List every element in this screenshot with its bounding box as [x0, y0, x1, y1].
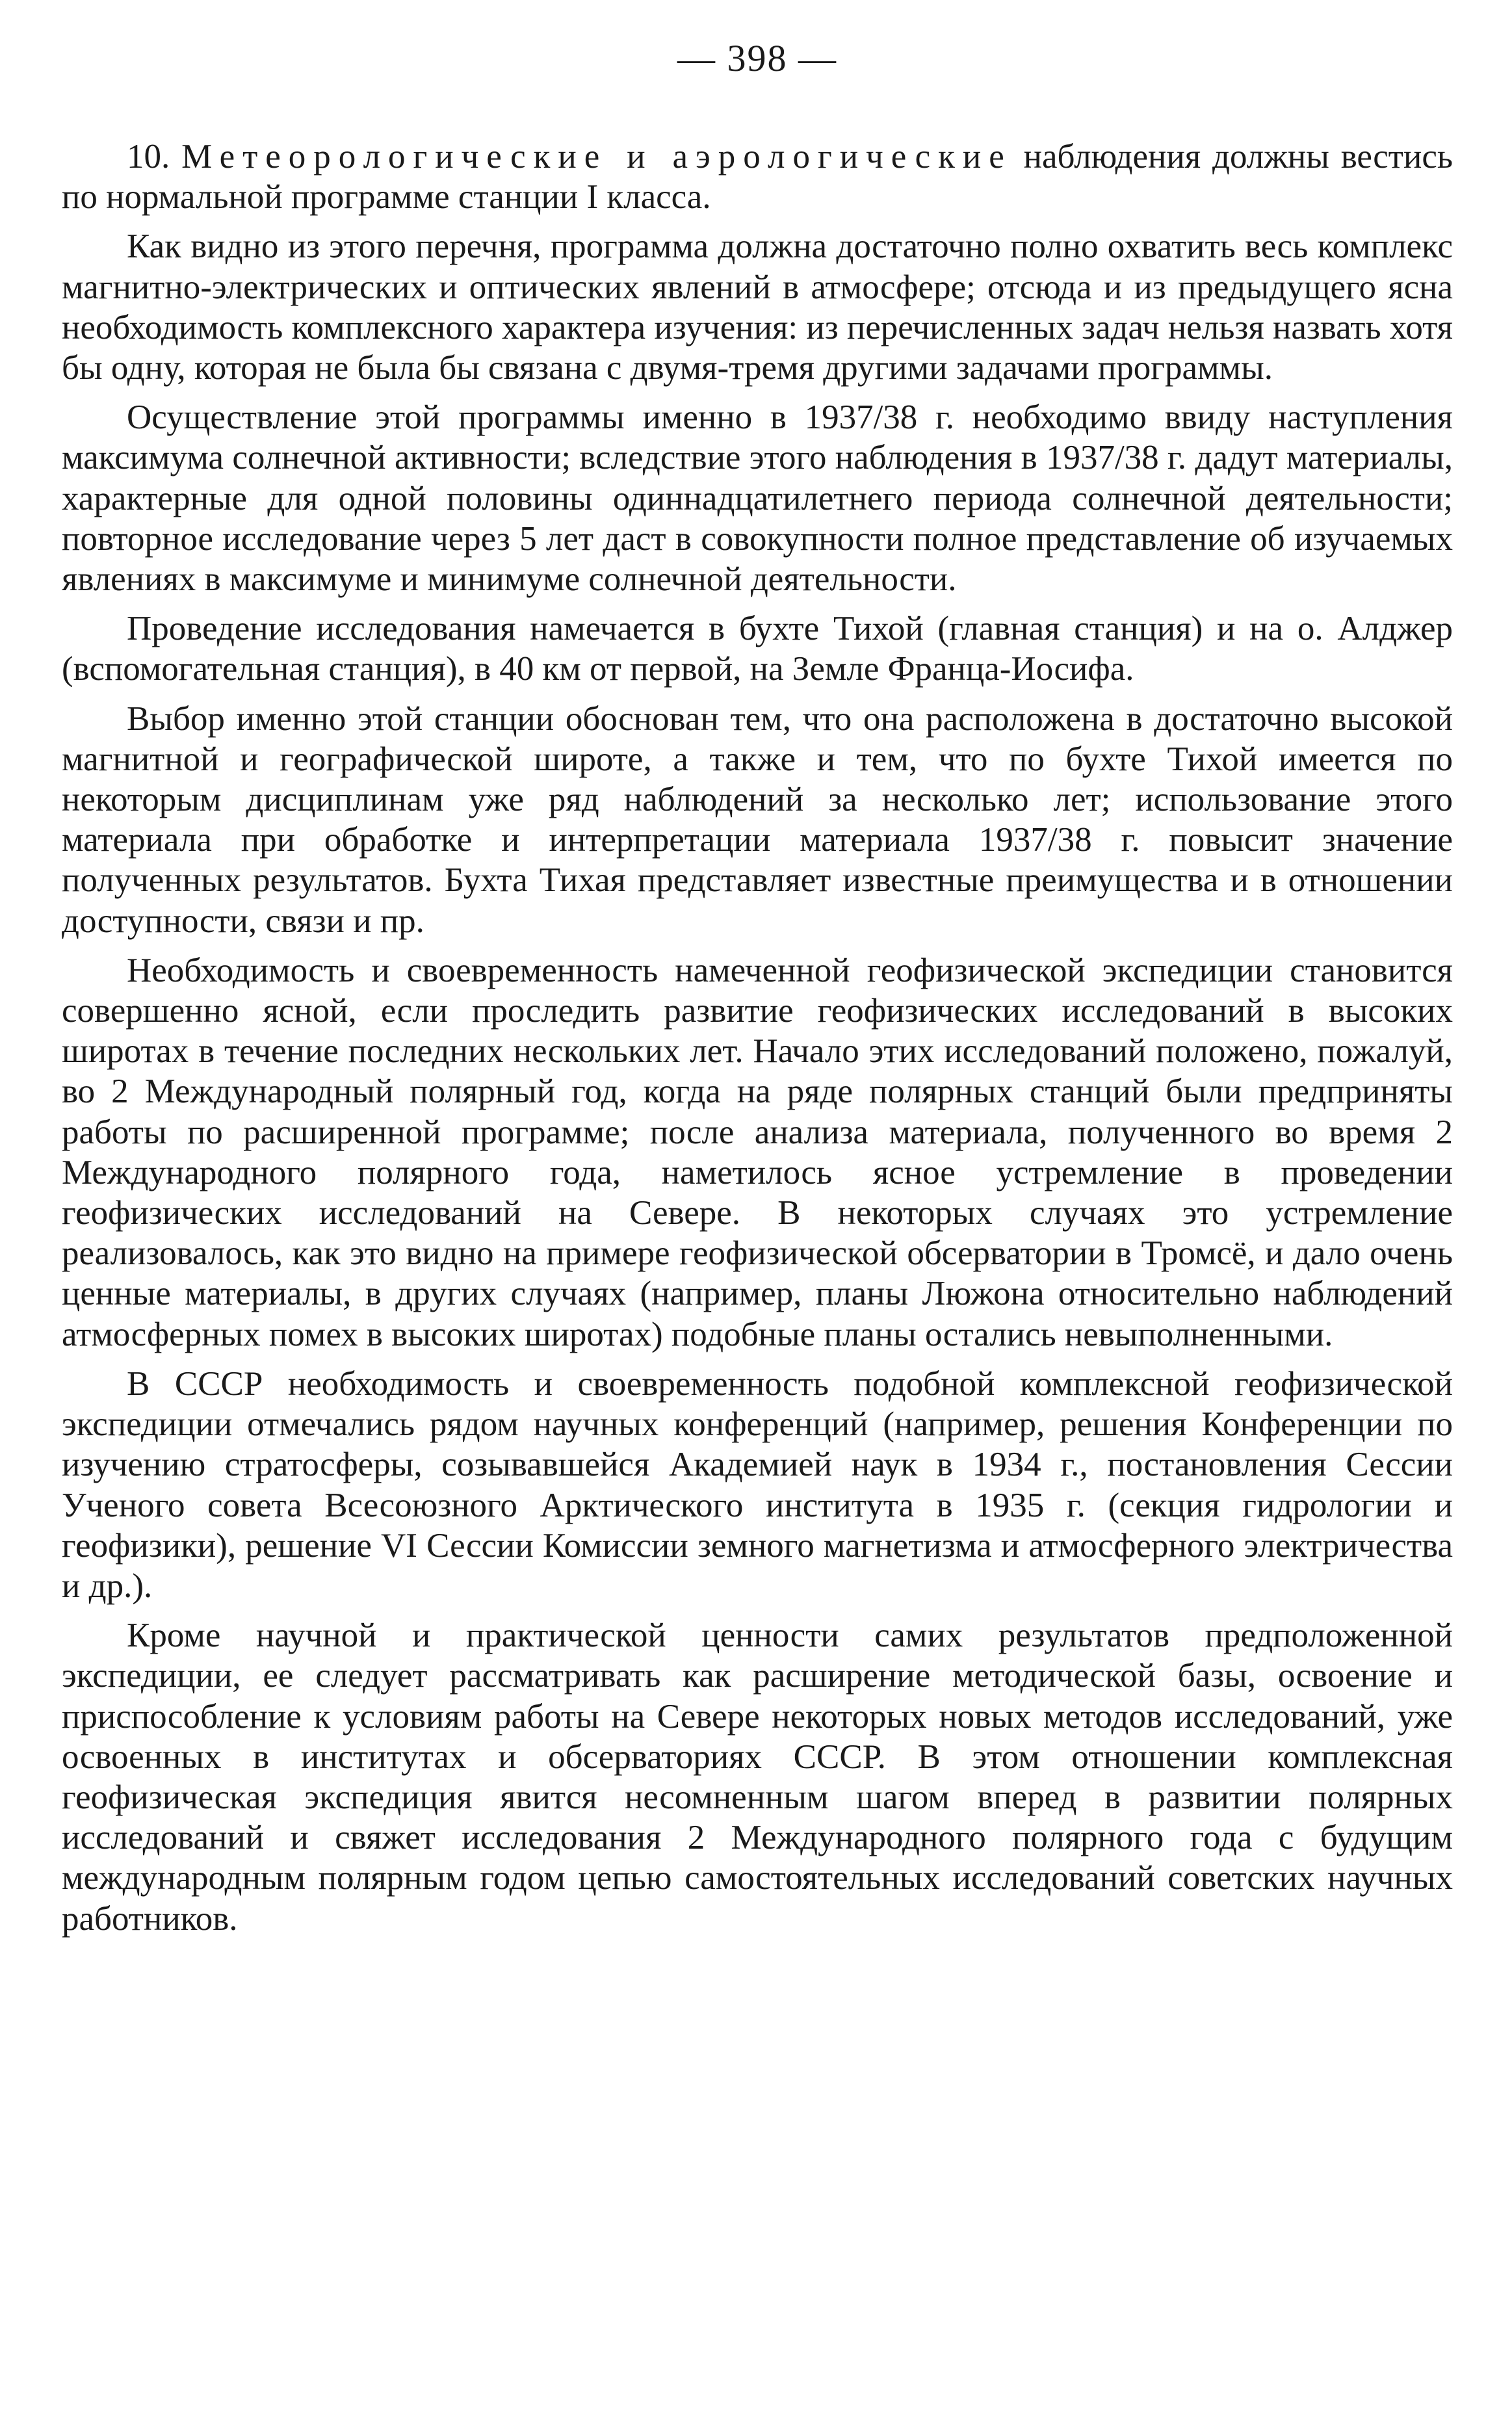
paragraph-1: [62, 137, 1453, 217]
paragraph-6: Необходимость и своевременность намеченной геофизической экспедиции становится совершенно ясной, если проследить развитие геофизических исследований в высоких широтах в течение последних нескольких лет. Начало этих исследований положено, пожалуй, во 2 Международный полярный год, когда на ряде полярных станций были предприняты работы по расширенной программе; после анализа материала, полученного во время 2 Международного полярного года, наметилось ясное устремление в проведении геофизических исследований на Севере. В некоторых случаях это устремление реализовалось, как это видно на примере геофизической обсерватории в Тромсё, и дало очень ценные материалы, в других случаях (например, планы Люжона относительно наблюдений атмосферных помех в высоких широтах) подобные планы остались невыполненными.: [62, 951, 1453, 1353]
spaced-phrase: Метеорологические и аэрологические: [181, 138, 1012, 176]
document-page: [62, 26, 1453, 1948]
paragraph-1-text: наблюдения должны вестись по нормальной программе станции I класса.: [62, 138, 1453, 216]
paragraph-7: В СССР необходимость и своевременность подобной комплексной геофизической экспедиции отмечались рядом научных конференций (например, решения Конференции по изучению стратосферы, созывавшейся Академией наук в 1934 г., постановления Сессии Ученого совета Всесоюзного Арктического института в 1935 г. (секция гидрологии и геофизики), решение VI Сессии Комиссии земного магнетизма и атмосферного электричества и др.).: [62, 1364, 1453, 1605]
page-number: — 398 —: [677, 37, 837, 79]
paragraph-5: Выбор именно этой станции обоснован тем, что она расположена в достаточно высокой магнитной и географической широте, а также и тем, что по бухте Тихой имеется по некоторым дисциплинам уже ряд наблюдений за несколько лет; использование этого материала при обработке и интерпретации материала 1937/38 г. повысит значение полученных результатов. Бухта Тихая представляет известные преимущества и в отношении доступности, связи и пр.: [62, 699, 1453, 940]
item-number: 10.: [127, 138, 170, 176]
paragraph-2: Как видно из этого перечня, программа должна достаточно полно охватить весь комплекс магнитно-электрических и оптических явлений в атмосфере; отсюда и из предыдущего ясна необходимость комплексного характера изучения: из перечисленных задач нельзя назвать хотя бы одну, которая не была бы связана с двумя-тремя другими задачами программы.: [62, 228, 1453, 387]
paragraph-8: Кроме научной и практической ценности самих результатов предположенной экспедиции, ее следует рассматривать как расширение методической базы, освоение и приспособление к условиям работы на Севере некоторых новых методов исследований, уже освоенных в институтах и обсерваториях СССР. В этом отношении комплексная геофизическая экспедиция явится несомненным шагом вперед в развитии полярных исследований и свяжет исследования 2 Международного полярного года с будущим международным полярным годом цепью самостоятельных исследований советских научных работников.: [62, 1617, 1453, 1938]
paragraph-4: Проведение исследования намечается в бухте Тихой (главная станция) и на о. Алджер (вспомогательная станция), в 40 км от первой, на Земле Франца-Иосифа.: [62, 610, 1453, 688]
paragraph-3: Осуществление этой программы именно в 1937/38 г. необходимо ввиду наступления максимума солнечной активности; вследствие этого наблюдения в 1937/38 г. дадут материалы, характерные для одной половины одиннадцатилетнего периода солнечной деятельности; повторное исследование через 5 лет даст в совокупности полное представление об изучаемых явлениях в максимуме и минимуме солнечной деятельности.: [62, 398, 1453, 599]
